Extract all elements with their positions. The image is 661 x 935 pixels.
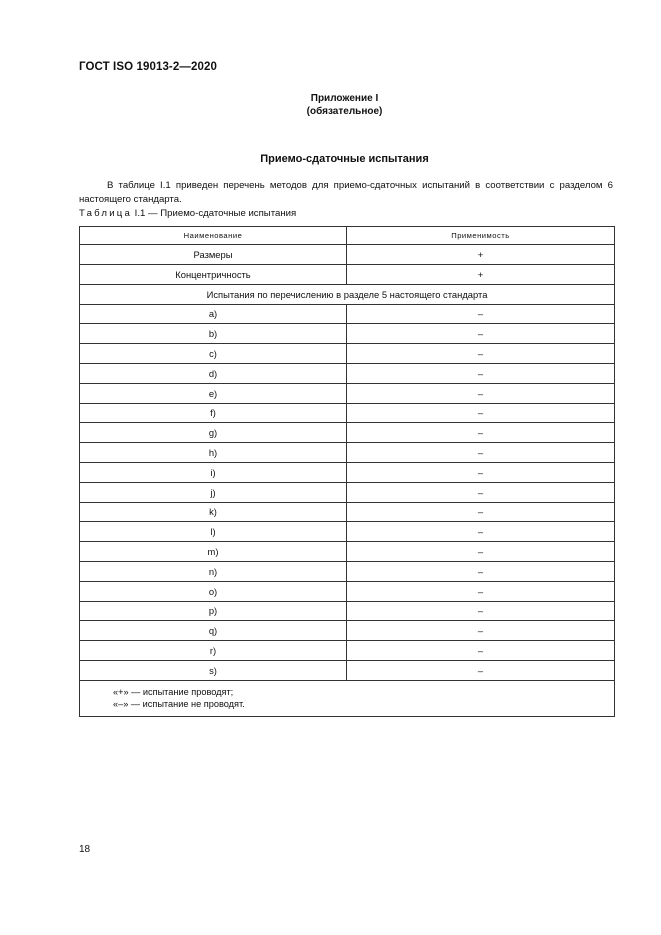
table-row [80, 522, 615, 542]
row-name: s) [80, 660, 347, 680]
table-row [80, 443, 615, 463]
row-name: q) [80, 621, 347, 641]
table-row [80, 264, 615, 284]
row-value: – [347, 363, 615, 383]
table-notes-row [80, 680, 615, 716]
table-row [80, 482, 615, 502]
table-row [80, 245, 615, 265]
row-value: – [347, 482, 615, 502]
row-value: – [347, 324, 615, 344]
intro-paragraph: В таблице I.1 приведен перечень методов для приемо-сдаточных испытаний в соответствии с разделом 6 настоящего стандарта. [79, 180, 613, 205]
table-row [80, 403, 615, 423]
row-name: l) [80, 522, 347, 542]
annex-heading [0, 92, 661, 118]
row-name: g) [80, 423, 347, 443]
row-name: e) [80, 383, 347, 403]
table-caption-text: I.1 — Приемо-сдаточные испытания [132, 208, 297, 219]
table-body [80, 245, 615, 681]
document-code: ГОСТ ISO 19013-2—2020 [79, 61, 217, 73]
row-name: a) [80, 304, 347, 324]
table-row [80, 641, 615, 661]
row-name: Концентричность [80, 264, 347, 284]
row-name: b) [80, 324, 347, 344]
row-value: – [347, 443, 615, 463]
row-value: – [347, 581, 615, 601]
row-value: – [347, 561, 615, 581]
row-value: – [347, 344, 615, 364]
row-value: + [347, 245, 615, 265]
table-row [80, 621, 615, 641]
row-name: j) [80, 482, 347, 502]
table-row [80, 363, 615, 383]
table-caption [79, 208, 296, 219]
row-name: h) [80, 443, 347, 463]
note-line: «+» — испытание проводят; [113, 686, 234, 697]
section-title: Приемо-сдаточные испытания [260, 153, 429, 165]
table-header-row [80, 227, 615, 245]
row-name: m) [80, 542, 347, 562]
table-row [80, 304, 615, 324]
page-number: 18 [79, 844, 91, 855]
table-caption-label: Таблица [79, 208, 133, 219]
table-row [80, 344, 615, 364]
table-notes [80, 680, 615, 716]
column-header-applicability: Применимость [347, 227, 615, 245]
row-name: o) [80, 581, 347, 601]
row-name: c) [80, 344, 347, 364]
table-row [80, 561, 615, 581]
row-name: f) [80, 403, 347, 423]
row-name: i) [80, 462, 347, 482]
row-value: – [347, 383, 615, 403]
annex-title: Приложение I [310, 93, 379, 104]
row-value: – [347, 542, 615, 562]
table-row [80, 423, 615, 443]
note-line: «–» — испытание не проводят. [113, 698, 245, 709]
row-name: d) [80, 363, 347, 383]
row-value: – [347, 660, 615, 680]
row-name: Размеры [80, 245, 347, 265]
table-row [80, 462, 615, 482]
acceptance-tests-table [79, 226, 615, 717]
annex-status: (обязательное) [306, 106, 383, 117]
span-row-text: Испытания по перечислению в разделе 5 настоящего стандарта [80, 284, 615, 304]
table-row [80, 542, 615, 562]
row-value: + [347, 264, 615, 284]
table-row [80, 581, 615, 601]
row-name: n) [80, 561, 347, 581]
table-row [80, 601, 615, 621]
row-value: – [347, 304, 615, 324]
column-header-name: Наименование [80, 227, 347, 245]
table-span-row [80, 284, 615, 304]
row-value: – [347, 641, 615, 661]
table-row [80, 660, 615, 680]
row-name: k) [80, 502, 347, 522]
row-value: – [347, 621, 615, 641]
row-value: – [347, 403, 615, 423]
row-name: p) [80, 601, 347, 621]
row-value: – [347, 522, 615, 542]
table-row [80, 383, 615, 403]
table-row [80, 502, 615, 522]
table-row [80, 324, 615, 344]
row-name: r) [80, 641, 347, 661]
row-value: – [347, 502, 615, 522]
row-value: – [347, 462, 615, 482]
row-value: – [347, 601, 615, 621]
row-value: – [347, 423, 615, 443]
